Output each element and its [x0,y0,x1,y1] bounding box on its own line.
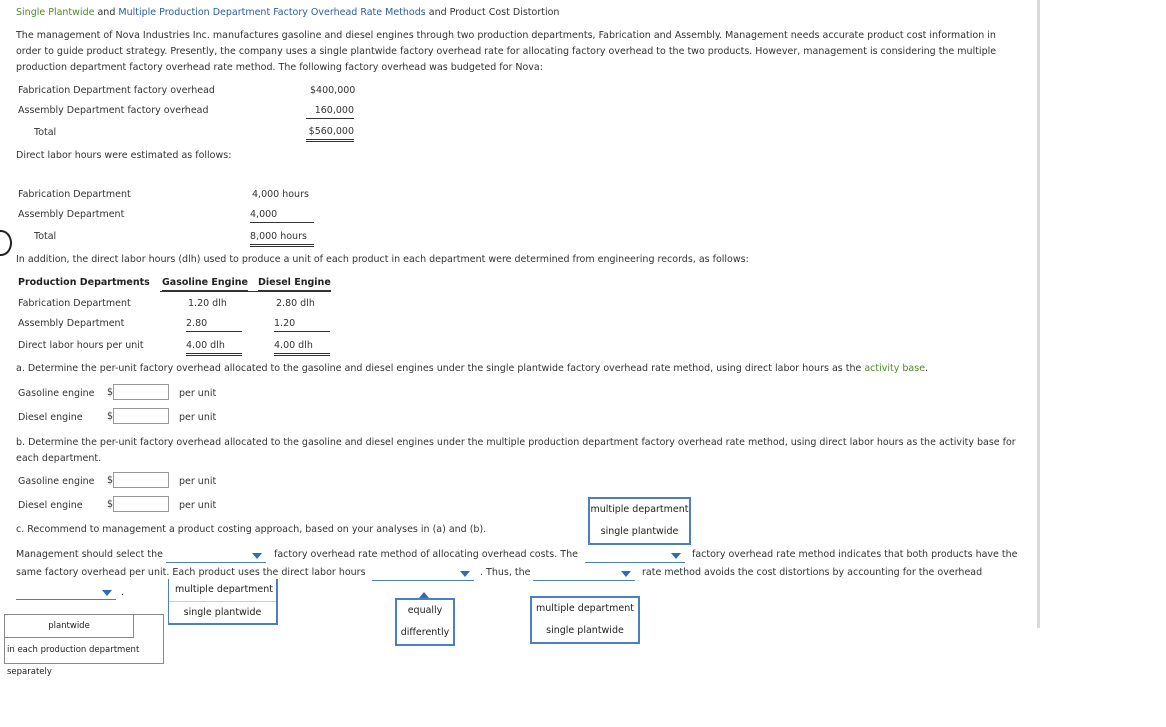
qb-gas-per-unit: per unit [179,476,217,487]
dropdown-option[interactable]: multiple department [535,603,634,614]
qc-sentence-3: factory overhead rate method indicates that both products have the [692,549,1018,560]
title-rest: and Product Cost Distortion [425,7,560,18]
dropdown-option[interactable]: single plantwide [600,526,679,537]
eng-header-rule [160,291,331,292]
eng-header-gas: Gasoline Engine [162,277,248,291]
scrollbar-divider [1037,0,1040,628]
overhead-value-total: $560,000 [306,126,354,142]
dropdown-option[interactable]: single plantwide [169,601,276,624]
dlh-label-asm: Assembly Department [18,209,125,220]
overhead-value-asm: 160,000 [306,105,354,119]
intro-paragraph: The management of Nova Industries Inc. manufactures gasoline and diesel engines through two production departments, Fabrication and Assembly. Management needs accurate product cost information in order to guide product strategy. Presently, the company uses a single plantwide factory overhead rate for allocating factory overhead to the two products. However, management is considering the multiple production department factory overhead rate method. The following factory overhead was budgeted for Nova: [16,30,997,73]
title-part-1: Single Plantwide [16,7,95,18]
question-a-end: . [925,363,929,374]
dlh-value-fab: 4,000 hours [252,189,309,200]
overhead-label-total: Total [34,127,57,138]
qb-gas-currency: $ [107,475,114,486]
eng-row-fab-diesel: 2.80 dlh [276,298,315,309]
eng-row-fab-label: Fabrication Department [18,298,131,309]
dropdown-menu-5 [4,614,164,677]
qc-sentence-7: . [121,587,125,598]
dropdown-option[interactable]: plantwide [5,615,134,638]
eng-row-total-diesel: 4.00 dlh [274,340,330,356]
dlh-label-total: Total [34,231,57,242]
dropdown-1[interactable] [166,549,266,563]
eng-row-total-gas: 4.00 dlh [186,340,242,356]
overhead-label-asm: Assembly Department factory overhead [18,105,209,116]
qb-gas-label: Gasoline engine [18,476,95,487]
qc-sentence-6: rate method avoids the cost distortions by accounting for the overhead [642,567,983,578]
dropdown-3[interactable] [372,567,474,581]
page-title [16,7,559,18]
dropdown-menu-1 [168,579,278,625]
qb-diesel-per-unit: per unit [179,500,217,511]
dropdown-option[interactable]: multiple department [590,504,689,515]
dlh-value-asm: 4,000 [250,209,314,223]
dropdown-menu-4 [530,596,640,644]
qa-diesel-currency: $ [107,411,114,422]
engineering-intro: In addition, the direct labor hours (dlh) used to produce a unit of each product in each department were determined from engineering records, as follows: [16,254,749,265]
eng-row-asm-gas: 2.80 [186,318,242,332]
dropdown-option[interactable]: in each production department separately [7,645,140,677]
qa-gas-currency: $ [107,387,114,398]
eng-header-diesel: Diesel Engine [258,277,331,291]
qc-sentence-4: same factory overhead per unit. Each product uses the direct labor hours [16,567,366,578]
qa-diesel-label: Diesel engine [18,412,83,423]
dropdown-4[interactable] [533,567,635,581]
chevron-down-icon [621,571,631,577]
eng-row-total-label: Direct labor hours per unit [18,340,144,351]
qc-sentence-1: Management should select the [16,549,163,560]
dlh-intro: Direct labor hours were estimated as follows: [16,150,232,161]
eng-header-dept: Production Departments [18,277,150,288]
dropdown-option[interactable]: multiple department [175,584,274,595]
qb-diesel-label: Diesel engine [18,500,83,511]
qa-gas-input[interactable] [113,384,169,400]
dlh-label-fab: Fabrication Department [18,189,131,200]
overhead-value-fab: $400,000 [310,85,356,96]
question-b: b. Determine the per-unit factory overhead allocated to the gasoline and diesel engines under the multiple production department factory overhead rate method, using direct labor hours as the activity base for each department. [16,437,1016,464]
qa-diesel-per-unit: per unit [179,412,217,423]
eng-row-asm-diesel: 1.20 [274,318,330,332]
eng-row-asm-label: Assembly Department [18,318,125,329]
title-and: and [94,7,119,18]
dropdown-option[interactable]: single plantwide [546,625,624,636]
qb-diesel-currency: $ [107,499,114,510]
question-a-text: a. Determine the per-unit factory overhead allocated to the gasoline and diesel engines under the single plantwide factory overhead rate method, using direct labor hours as the [16,363,865,374]
qb-diesel-input[interactable] [113,496,169,512]
dlh-value-total: 8,000 hours [250,231,314,247]
dropdown-2[interactable] [585,549,685,563]
question-a [16,363,928,374]
activity-base-link[interactable]: activity base [864,363,926,374]
overhead-label-fab: Fabrication Department factory overhead [18,85,215,96]
qc-sentence-5: . Thus, the [480,567,531,578]
chevron-down-icon [252,553,262,559]
title-part-2: Multiple Production Department Factory Overhead Rate Methods [118,7,426,18]
left-margin-marker [0,230,12,256]
dropdown-menu-2 [588,497,691,545]
qa-gas-per-unit: per unit [179,388,217,399]
qc-sentence-2: factory overhead rate method of allocating overhead costs. The [274,549,578,560]
dropdown-option[interactable]: differently [400,627,450,638]
question-c: c. Recommend to management a product costing approach, based on your analyses in (a) and (b). [16,524,487,535]
chevron-down-icon [671,553,681,559]
qa-gas-label: Gasoline engine [18,388,95,399]
qa-diesel-input[interactable] [113,408,169,424]
dropdown-5[interactable] [16,586,116,600]
dropdown-menu-3 [395,598,455,646]
chevron-down-icon [102,590,112,596]
eng-row-fab-gas: 1.20 dlh [188,298,227,309]
qb-gas-input[interactable] [113,472,169,488]
chevron-down-icon [460,571,470,577]
dropdown-option[interactable]: equally [407,605,443,616]
